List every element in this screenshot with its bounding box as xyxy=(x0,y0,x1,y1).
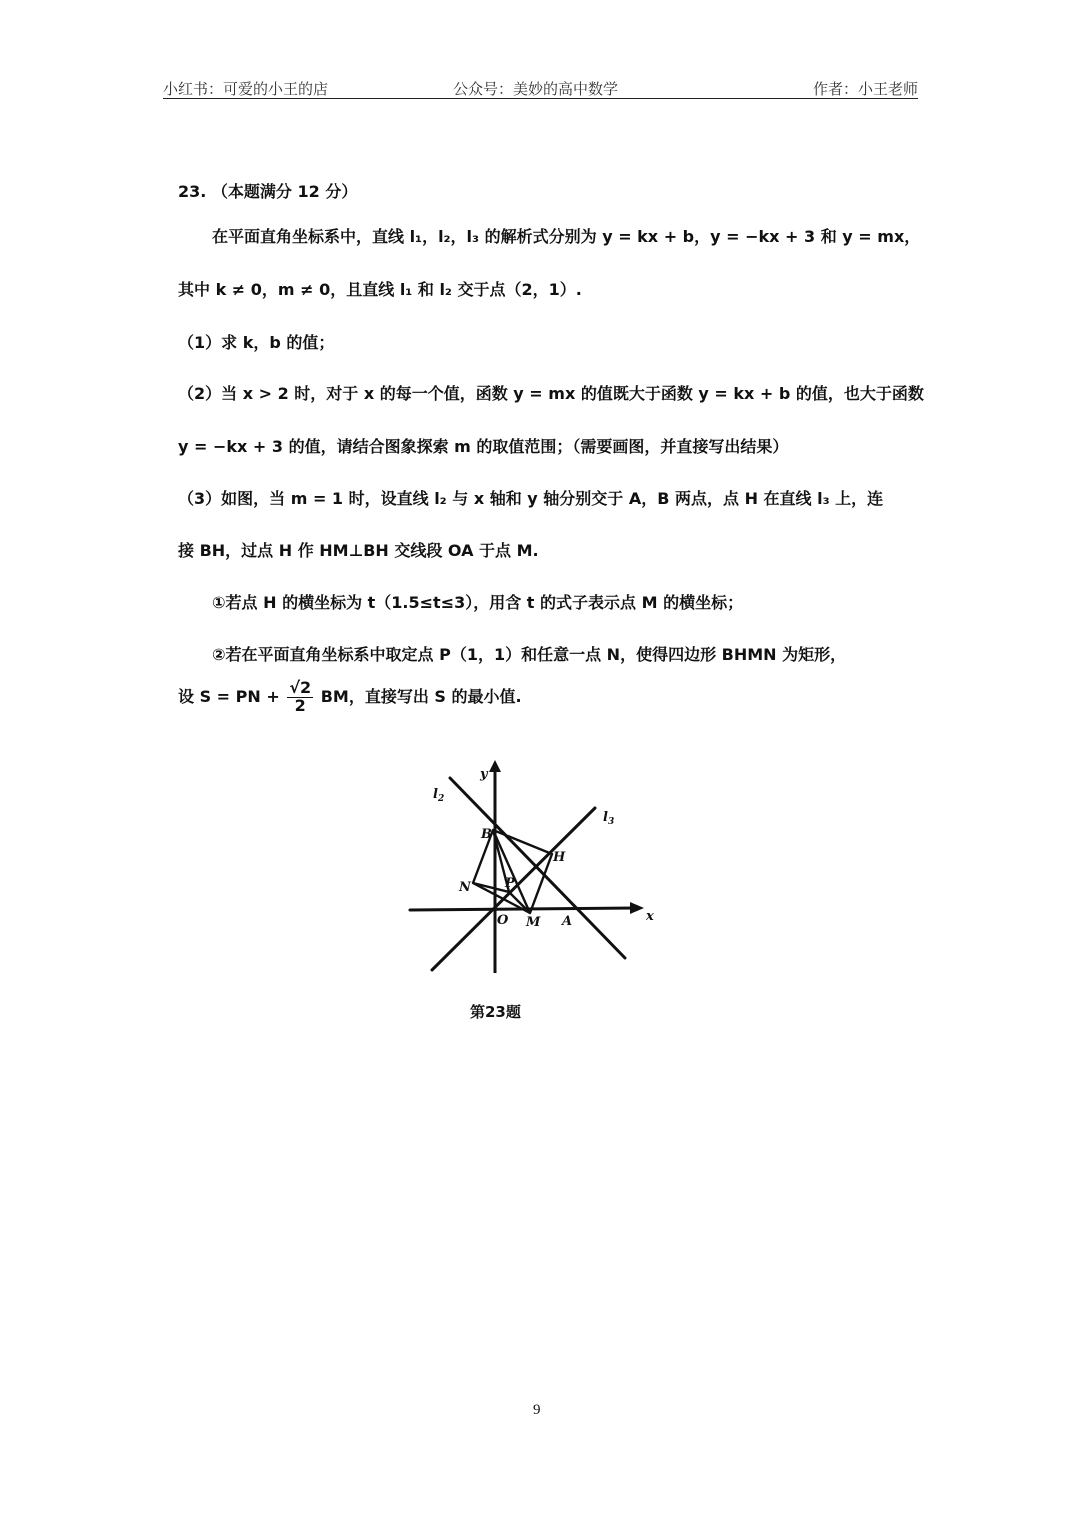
label-l3-main: l xyxy=(603,810,608,825)
label-m: M xyxy=(526,915,541,930)
label-h: H xyxy=(553,850,566,865)
label-l2 xyxy=(433,787,444,804)
question-3-sub2: ②若在平面直角坐标系中取定点 P（1，1）和任意一点 N，使得四边形 BHMN 为矩形， xyxy=(212,645,847,664)
problem-intro-line1: 在平面直角坐标系中，直线 l₁，l₂，l₃ 的解析式分别为 y = kx + b，y = −kx + 3 和 y = mx， xyxy=(212,227,921,246)
question-3-line1: （3）如图，当 m = 1 时，设直线 l₂ 与 x 轴和 y 轴分别交于 A，B 两点，点 H 在直线 l₃ 上，连 xyxy=(178,489,884,508)
label-b: B xyxy=(481,827,492,842)
label-p: P xyxy=(505,876,515,891)
question-3-line2: 接 BH，过点 H 作 HM⊥BH 交线段 OA 于点 M. xyxy=(178,541,539,560)
question-2-line2: y = −kx + 3 的值，请结合图象探索 m 的取值范围；（需要画图，并直接写出结果） xyxy=(178,437,789,456)
y-axis-arrow-icon xyxy=(489,760,501,772)
sqrt2-over-2-fraction xyxy=(287,680,313,715)
label-a: A xyxy=(562,914,573,929)
label-x: x xyxy=(646,909,654,924)
header-author: 作者：小王老师 xyxy=(812,80,918,98)
question-3-sub3 xyxy=(178,680,522,715)
figure-caption: 第23题 xyxy=(470,1003,521,1021)
segment-pn xyxy=(473,883,509,892)
question-1: （1）求 k，b 的值； xyxy=(178,333,335,352)
page-header xyxy=(163,76,918,99)
label-l3 xyxy=(603,810,614,827)
question-2-line1: （2）当 x > 2 时，对于 x 的每一个值，函数 y = mx 的值既大于函数 y = kx + b 的值，也大于函数 xyxy=(178,384,924,403)
coordinate-diagram xyxy=(405,758,665,973)
fraction-denominator: 2 xyxy=(294,695,306,715)
problem-title: 23. （本题满分 12 分） xyxy=(178,182,358,201)
label-y: y xyxy=(480,767,488,782)
label-l2-sub: 2 xyxy=(437,794,445,804)
s-formula-prefix: 设 S = PN + xyxy=(178,686,280,706)
problem-intro-line2: 其中 k ≠ 0，m ≠ 0，且直线 l₁ 和 l₂ 交于点（2，1）. xyxy=(178,280,582,299)
header-wechat: 公众号：美妙的高中数学 xyxy=(453,80,619,98)
label-n: N xyxy=(459,880,471,895)
problem-figure xyxy=(405,758,665,973)
page-number: 9 xyxy=(533,1402,541,1418)
header-xiaohongshu: 小红书：可爱的小王的店 xyxy=(163,80,329,98)
s-formula-suffix: BM，直接写出 S 的最小值. xyxy=(320,686,522,706)
fraction-numerator: √2 xyxy=(289,678,312,697)
label-l3-sub: 3 xyxy=(607,817,615,827)
label-l2-main: l xyxy=(433,787,438,802)
label-o: O xyxy=(497,913,509,928)
x-axis-arrow-icon xyxy=(630,902,644,914)
line-l2 xyxy=(450,778,625,958)
question-3-sub1: ①若点 H 的横坐标为 t（1.5≤t≤3），用含 t 的式子表示点 M 的横坐标； xyxy=(212,593,744,612)
